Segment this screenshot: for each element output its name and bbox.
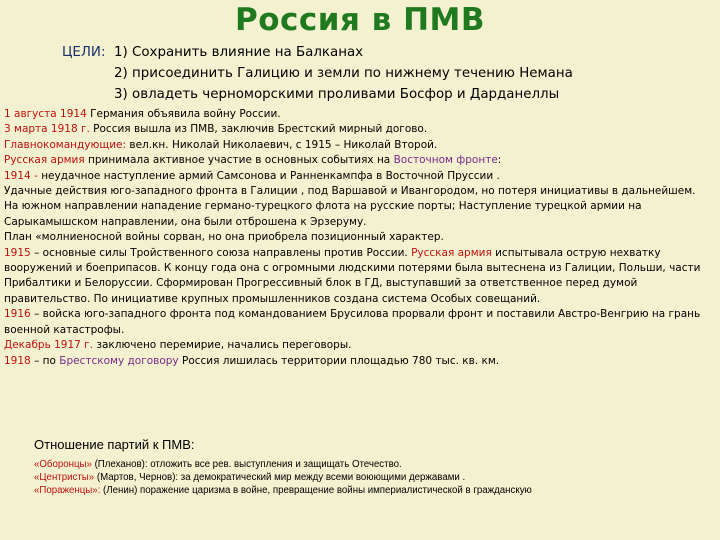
event-line [4,169,716,184]
event-text: Германия объявила войну России. [86,108,281,120]
parties-heading: Отношение партий к ПМВ: [34,437,195,452]
event-text: – войска юго-западного фронта под командованием Брусилова прорвали фронт и поставили Австро-Венгрию на грань военной катастрофы. [4,308,701,336]
event-paragraph: Удачные действия юго-западного фронта в Галиции , под Варшавой и Ивангородом, но потеря инициативы в дальнейшем. [4,185,696,198]
event-text: – по [30,354,60,367]
event-line [4,246,716,308]
event-line [4,153,716,168]
goal-item: 2) присоединить Галицию и земли по нижнему течению Немана [114,66,573,81]
party-text: (Плеханов): отложить все рев. выступления и защищать Отечество. [91,459,402,470]
event-highlight: Русская армия [4,154,85,167]
event-text: Россия вышла из ПМВ, заключив Брестский мирный догово. [89,123,428,136]
event-text: – основные силы Тройственного союза направлены против России. [30,246,412,259]
event-highlight: Восточном фронте [393,154,498,167]
event-line [4,107,716,122]
goal-row [62,63,702,84]
event-line [4,122,716,137]
event-paragraph: На южном направлении нападение германо-турецкого флота на русские порты; Наступление турецкой армии на Сарыкамышском направлении, она были отброшена к Эрзеруму. [4,200,642,228]
party-line [34,471,714,484]
event-line [4,354,716,369]
event-line [4,338,716,353]
event-date: Декабрь 1917 г. [4,339,94,352]
event-highlight: Брестскому договору [59,354,179,367]
event-text: : [497,154,502,167]
party-name: «Оборонцы» [34,459,92,470]
goals-label: ЦЕЛИ: [62,45,106,60]
party-text: (Ленин) поражение царизма в войне, превращение войны империалистической в гражданскую [100,485,532,496]
event-date: 1918 [4,354,31,367]
goal-item: 3) овладеть черноморскими проливами Босфор и Дарданеллы [114,87,560,102]
event-text: вел.кн. Николай Николаевич, с 1915 – Николай Второй. [126,138,438,151]
event-date: 1 августа 1914 [4,108,87,120]
event-line [4,307,716,338]
events-block [4,107,716,369]
event-text: Россия лишилась территории площадью 780 тыс. кв. км. [178,354,500,367]
page-title: Россия в ПМВ [234,2,486,38]
event-line [4,138,716,153]
goal-row [62,84,702,105]
party-line [34,484,714,497]
parties-block [34,436,714,497]
party-name: «Центристы» [34,472,95,483]
goal-row [62,42,702,63]
event-text: неудачное наступление армий Самсонова и Ранненкампфа в Восточной Пруссии . [37,169,500,182]
event-text: испытывала острую нехватку вооружений и боеприпасов. К концу года она с огромными людскими потерями была вытеснена из Галиции, Польши, части Прибалтики и Белоруссии. Сформирован Прогрессивный блок в ГД, выступавший за ответственное перед думой правительство. По инициативе крупных промышленников создана система Особых совещаний. [4,246,701,305]
party-text: (Мартов, Чернов): за демократический мир между всеми воюющими державами . [94,472,466,483]
party-line [34,458,714,471]
party-name: «Пораженцы»: [34,485,101,496]
goal-item: 1) Сохранить влияние на Балканах [114,45,364,60]
event-date: 3 марта 1918 г. [4,123,90,136]
event-highlight: Русская армия [411,246,492,259]
event-text: заключено перемирие, начались переговоры. [93,339,352,352]
event-text: принимала активное участие в основных событиях на [84,154,394,167]
event-date: 1914 - [4,169,38,182]
event-paragraph: План «молниеносной войны сорван, но она приобрела позиционный характер. [4,231,444,244]
event-label: Главнокомандующие: [4,138,127,151]
goals-block [62,42,702,105]
event-date: 1915 [4,246,31,259]
event-date: 1916 [4,308,31,321]
